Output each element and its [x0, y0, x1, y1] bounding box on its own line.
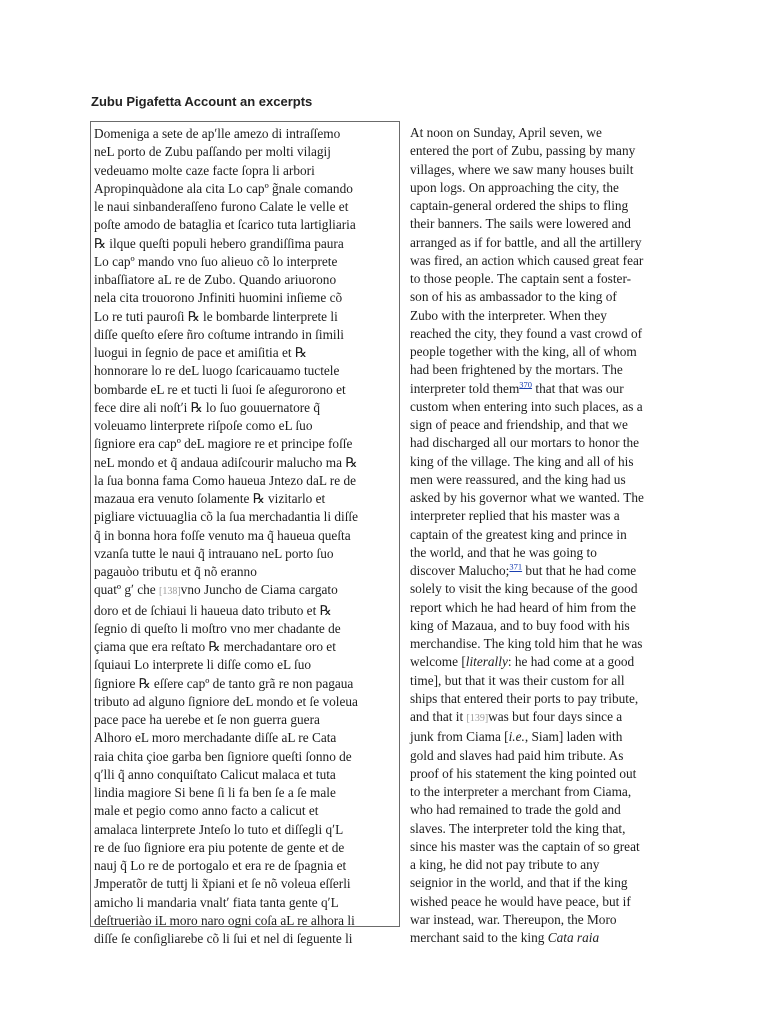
text-line: gold and slaves had paid him tribute. As — [410, 747, 624, 763]
text-line: junk from Ciama [i.e., Siam] laden with — [410, 729, 623, 745]
text-line: deſtrueriào iL moro naro ogni coſa aL re alhora li — [94, 912, 355, 928]
text-line: nela cita trouorono Jnfiniti huomini inſieme cõ — [94, 290, 343, 306]
text-line: wished peace he would have peace, but if — [410, 893, 631, 909]
text-line: pagauòo tributu et q̃ nõ eranno — [94, 564, 257, 579]
text-line: men were reassured, and the king had us — [410, 471, 626, 487]
text-line: pace pace ha uerebe et ſe non guerra guera — [94, 712, 320, 727]
text-line: arranged as if for battle, and all the artillery — [410, 234, 642, 250]
text-line: vzanſa tutte le naui q̃ intrauano neL porto ſuo — [94, 545, 334, 561]
text-line: vedeuamo molte caze facte ſopra li arbori — [94, 162, 315, 178]
text-line: doro et de ſchiaui li haueua dato tributo et ℞ — [94, 602, 332, 618]
text-line: ſigniore era capº deL magiore re et principe foſſe — [94, 436, 353, 452]
text-line: custom when entering into such places, as a — [410, 398, 643, 414]
text-line: At noon on Sunday, April seven, we — [410, 125, 602, 140]
text-line: re de ſuo ſigniore era piu potente de gente et de — [94, 839, 345, 855]
text-line: Zubo with the interpreter. When they — [410, 307, 607, 323]
text-line: to those people. The captain sent a foster- — [410, 271, 632, 286]
text-line: upon logs. On approaching the city, the — [410, 179, 619, 195]
text-line: had been frightened by the mortars. The — [410, 362, 623, 378]
text-line: Domeniga a sete de apʹlle amezo di intraſſemo — [94, 126, 341, 141]
text-line: entered the port of Zubu, passing by many — [410, 143, 636, 159]
document-title: Zubu Pigafetta Account an excerpts — [91, 94, 313, 109]
text-line: Apropinquàdone ala cita Lo capº g̃nale comando — [94, 180, 353, 196]
text-line: Alhoro eL moro merchadante diſſe aL re Cata — [94, 730, 337, 746]
text-line: bombarde eL re et tucti li ſuoi ſe aſegurorono et — [94, 381, 346, 397]
text-line: Lo capº mando vno ſuo alieuo cõ lo interprete — [94, 253, 338, 269]
text-line: q̃ in bonna hora foſſe venuto ma q̃ haueua queſta — [94, 527, 351, 543]
page-reference: [138] — [159, 586, 181, 598]
text-line: Jmperatõr de tuttj li x̃piani et ſe nõ voleua eſſerli — [94, 876, 351, 892]
text-line: raia chita çioe garba ben ſigniore queſti ſonno de — [94, 748, 352, 764]
text-line: lindia magiore Si bene ſi li fa ben ſe a ſe male — [94, 785, 336, 800]
text-line: pigliare victuuaglia cõ la ſua merchadantia li diſſe — [94, 509, 358, 525]
text-line: was fired, an action which caused great fear — [410, 252, 644, 268]
text-line: who had remained to trade the gold and — [410, 802, 621, 818]
text-line: reached the city, they found a vast crowd of — [410, 325, 643, 341]
text-line: solely to visit the king because of the good — [410, 581, 638, 597]
text-line: people together with the king, all of whom — [410, 344, 637, 359]
text-line: slaves. The interpreter told the king that, — [410, 820, 626, 836]
footnote-link[interactable]: 370 — [519, 379, 533, 390]
text-line: çiama que era reſtato ℞ merchadantare oro et — [94, 639, 336, 654]
italic-ie: i.e. — [508, 729, 525, 745]
text-line: inbaſſiatore aL re de Zubo. Quando ariuorono — [94, 272, 337, 287]
text-line: qʹlli q̃ anno conquiſtato Calicut malaca et tuta — [94, 766, 336, 782]
text-line: merchant said to the king Cata raia — [410, 930, 600, 945]
text-line: villages, where we saw many houses built — [410, 161, 634, 177]
text-line: and that it [139]was but four days since a — [410, 709, 623, 724]
text-line: a king, he did not pay tribute to any — [410, 857, 600, 872]
text-line: report which he had heard of him from the — [410, 599, 636, 615]
text-line: neL mondo et q̃ andaua adiſcourir malucho ma ℞ — [94, 454, 358, 470]
text-line: Lo re tuti pauroſi ℞ le bombarde linterprete li — [94, 308, 338, 324]
text-line: son of his as ambassador to the king of — [410, 289, 617, 305]
text-line: amicho li mandaria vnaltʹ fiata tanta gente qʹL — [94, 894, 339, 910]
text-line: merchandise. The king told him that he was — [410, 636, 643, 651]
text-line: quatº gʹ che [138]vno Juncho de Ciama cargato — [94, 582, 338, 598]
text-line: welcome [literally: he had come at a good — [410, 654, 635, 670]
text-line: diſſe ſe conſigliarebe cõ li ſui et nel di ſeguente li — [94, 931, 353, 946]
text-line: ships that entered their ports to pay tribute, — [410, 690, 639, 706]
text-line: time], but that it was their custom for all — [410, 672, 625, 688]
italic-literally: literally — [465, 654, 508, 670]
text-line: fece dire ali noſtʹi ℞ lo ſuo gouuernatore q̃ — [94, 399, 321, 415]
text-line: voleuamo linterprete riſpoſe como eL ſuo — [94, 418, 313, 433]
text-line: nauj q̃ Lo re de portogalo et era re de ſpagnia et — [94, 858, 347, 873]
text-line: tributo ad alguno ſigniore deL mondo et ſe voleua — [94, 693, 358, 709]
italian-original-text-box — [90, 121, 400, 946]
text-line: captain-general ordered the ships to fling — [410, 198, 629, 213]
text-line: proof of his statement the king pointed out — [410, 765, 637, 781]
text-line: honnorare lo re deL luogo ſcaricauamo tuctele — [94, 363, 340, 379]
text-line: poſte amodo de bataglia et ſcarico tuta lartigliaria — [94, 217, 356, 233]
text-line: seignior in the world, and that if the king — [410, 875, 628, 891]
text-line: king of Mazaua, and to buy food with his — [410, 617, 630, 633]
text-line: to the interpreter a merchant from Ciama, — [410, 784, 632, 799]
text-line: their banners. The sails were lowered and — [410, 216, 631, 232]
text-line: captain of the greatest king and prince in — [410, 526, 627, 542]
text-line: ſigniore ℞ eſſere capº de tanto grã re non pagaua — [94, 675, 354, 691]
text-line: king of the village. The king and all of his — [410, 453, 634, 469]
text-line: interpreter told them$^{370}$ that that was our — [410, 379, 624, 396]
italic-cata-raia: Cata raia — [547, 930, 600, 945]
text-line: had discharged all our mortars to honor the — [410, 435, 640, 451]
text-line: luogui in ſegnio de pace et amiſitia et ℞ — [94, 345, 307, 360]
text-line: diſſe queſto eſere ñro coſtume intrando in ſimili — [94, 326, 344, 342]
text-line: ſquiaui Lo interprete li diſſe como eL ſuo — [94, 657, 311, 673]
text-line: male et pegio como anno facto a calicut et — [94, 803, 319, 819]
footnote-link[interactable]: 371 — [509, 561, 523, 572]
text-line: sign of peace and friendship, and that we — [410, 417, 628, 432]
text-line: interpreter replied that his master was a — [410, 508, 620, 524]
english-translation-column — [410, 121, 685, 947]
text-line: the world, and that he was going to — [410, 544, 597, 560]
text-line: ſegnio di queſto li moſtro vno mer chadante de — [94, 620, 341, 636]
text-line: ℞ ilque queſti populi hebero grandiſſima paura — [94, 235, 344, 251]
text-line: amalaca linterprete Jnteſo lo tuto et diſſegli qʹL — [94, 821, 344, 837]
text-line: le naui sinbanderaſſeno furono Calate le velle et — [94, 199, 349, 214]
text-line: mazaua era venuto ſolamente ℞ vizitarlo et — [94, 491, 326, 506]
page-reference: [139] — [466, 713, 489, 724]
text-line: la ſua bonna fama Como haueua Jntezo daL re de — [94, 472, 357, 488]
text-line: war instead, war. Thereupon, the Moro — [410, 911, 617, 927]
text-line: neL porto de Zubu paſſando per molti vilagij — [94, 144, 331, 160]
text-line: asked by his governor what we wanted. The — [410, 490, 644, 505]
text-line: since his master was the captain of so great — [410, 838, 640, 854]
text-line: discover Malucho;$^{371}$ but that he had come — [410, 561, 637, 578]
